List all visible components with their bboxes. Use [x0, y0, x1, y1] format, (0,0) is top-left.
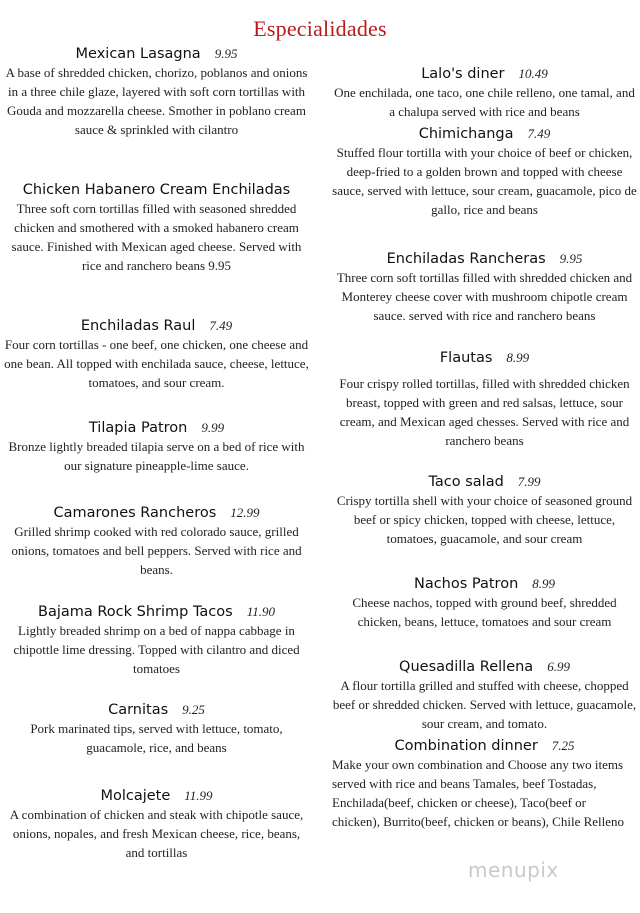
item-price: 9.95 — [214, 46, 238, 61]
item-name: Chicken Habanero Cream Enchiladas — [22, 182, 291, 198]
menu-item — [4, 702, 309, 757]
menu-item — [332, 66, 637, 121]
item-name: Chimichanga — [418, 126, 514, 142]
item-description: Grilled shrimp cooked with red colorado sauce, grilled onions, tomatoes and bell peppers. Served with rice and beans. — [11, 524, 302, 577]
menu-item — [4, 318, 309, 392]
item-description: Crispy tortilla shell with your choice of seasoned ground beef or spicy chicken, topped with cheese, lettuce, tomatoes, guacamole, and sour cream — [336, 493, 633, 546]
item-price: 12.99 — [230, 505, 260, 520]
item-price: 9.95 — [559, 251, 583, 266]
menu-item — [332, 350, 637, 450]
menu-item — [4, 420, 309, 475]
item-price: 9.25 — [182, 702, 205, 717]
menu-item — [332, 251, 637, 325]
menu-item — [332, 126, 637, 219]
item-description: A flour tortilla grilled and stuffed with cheese, chopped beef or shredded chicken. Served with lettuce, guacamole, sour cream, and tomato. — [332, 678, 637, 731]
item-description: Lightly breaded shrimp on a bed of nappa cabbage in chipottle lime dressing. Topped with cilantro and diced tomatoes — [13, 623, 300, 676]
item-description: A combination of chicken and steak with chipotle sauce, onions, nopales, and fresh Mexican cheese, rice, beans, and tortillas — [9, 807, 304, 860]
menu-item — [332, 659, 637, 733]
item-price: 7.49 — [527, 126, 551, 141]
menu-item — [332, 576, 637, 631]
item-name: Nachos Patron — [413, 576, 519, 592]
menu-item — [4, 788, 309, 862]
item-price: 10.49 — [518, 66, 548, 81]
item-name: Flautas — [439, 350, 493, 366]
item-description: One enchilada, one taco, one chile relleno, one tamal, and a chalupa served with rice and beans — [334, 85, 635, 119]
item-price: 8.99 — [506, 350, 530, 365]
item-name: Enchiladas Raul — [80, 318, 196, 334]
item-name: Mexican Lasagna — [75, 46, 201, 62]
item-description: Four crispy rolled tortillas, filled with shredded chicken breast, topped with green and red salsas, lettuce, sour cream, and Mexican aged chesses. Served with rice and ranchero beans — [339, 376, 630, 448]
item-description: Cheese nachos, topped with ground beef, shredded chicken, beans, lettuce, tomatoes and sour cream — [352, 595, 617, 629]
item-name: Lalo's diner — [421, 66, 505, 82]
item-price: 11.99 — [184, 788, 213, 803]
item-description: Three corn soft tortillas filled with shredded chicken and Monterey cheese cover with mushroom chipotle cream sauce. served with rice and ranchero beans — [336, 270, 633, 323]
watermark-logo: menupix — [468, 858, 559, 882]
menu-item — [332, 738, 637, 831]
item-description: Pork marinated tips, served with lettuce, tomato, guacamole, rice, and beans — [30, 721, 283, 755]
item-price: 7.99 — [517, 474, 541, 489]
item-name: Camarones Rancheros — [53, 505, 217, 521]
page-title: Especialidades — [253, 16, 387, 41]
item-name: Enchiladas Rancheras — [386, 251, 546, 267]
item-name: Molcajete — [100, 788, 171, 804]
item-price: 6.99 — [547, 659, 570, 674]
menu-item — [332, 474, 637, 548]
item-price: 7.25 — [551, 738, 575, 753]
item-name: Tilapia Patron — [88, 420, 188, 436]
item-name: Bajama Rock Shrimp Tacos — [38, 604, 233, 620]
item-name: Combination dinner — [394, 738, 538, 754]
menu-item — [4, 182, 309, 275]
item-price: 9.99 — [201, 420, 225, 435]
item-name: Taco salad — [428, 474, 504, 490]
item-description: Four corn tortillas - one beef, one chicken, one cheese and one bean. All topped with enchilada sauce, cheese, lettuce, tomatoes, and sour cream. — [4, 337, 309, 390]
item-description: Make your own combination and Choose any two items served with rice and beans Tamales, beef Tostadas, Enchilada(beef, chicken or cheese), Taco(beef or chicken), Burrito(beef, chicken or beans), Chile Relleno — [332, 757, 625, 829]
item-price: 8.99 — [532, 576, 556, 591]
item-description: Stuffed flour tortilla with your choice of beef or chicken, deep-fried to a golden brown and topped with cheese sauce, served with lettuce, sour cream, guacamole, pico de gallo, rice and beans — [332, 145, 637, 217]
item-name: Quesadilla Rellena — [399, 659, 534, 675]
item-description: Bronze lightly breaded tilapia serve on a bed of rice with our signature pineapple-lime sauce. — [8, 439, 305, 473]
item-description: Three soft corn tortillas filled with seasoned shredded chicken and smothered with a smoked habanero cream sauce. Finished with Mexican aged cheese. Served with rice and ranchero beans 9.95 — [11, 201, 302, 273]
item-price: 7.49 — [209, 318, 233, 333]
item-name: Carnitas — [108, 702, 169, 718]
menu-item — [4, 46, 309, 139]
item-description: A base of shredded chicken, chorizo, poblanos and onions in a three chile glaze, layered with soft corn tortillas with Gouda and mozzarella cheese. Smother in poblano cream sauce & sprinkled with cilantro — [5, 65, 308, 137]
item-price: 11.90 — [246, 604, 275, 619]
menu-item — [4, 505, 309, 579]
menu-item — [4, 604, 309, 678]
